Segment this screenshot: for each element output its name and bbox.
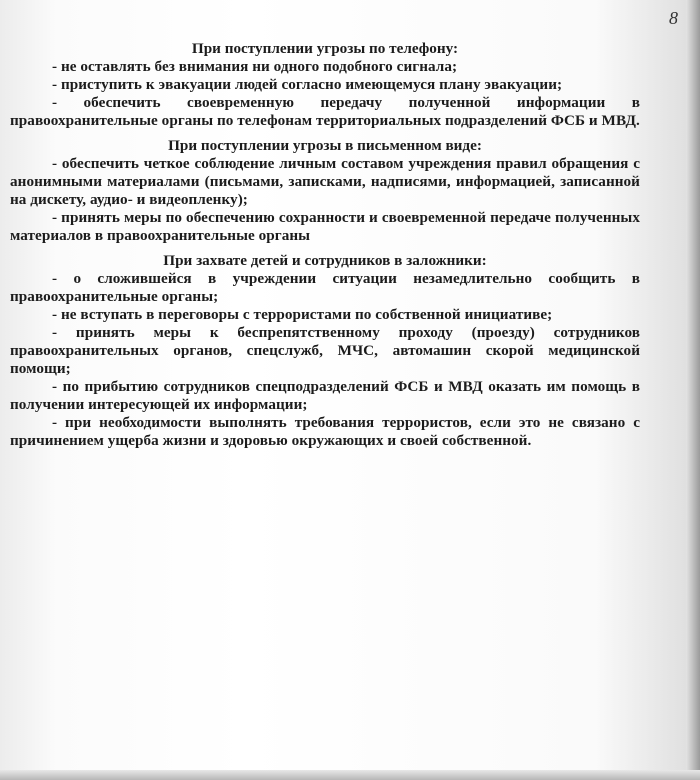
section-heading-phone-threat: При поступлении угрозы по телефону: [191, 40, 459, 57]
page-number: 8 [669, 8, 678, 28]
section-heading-written-threat: При поступлении угрозы в письменном виде: [168, 137, 482, 154]
phone-threat-item: - приступить к эвакуации людей согласно имеющемуся плану эвакуации; [52, 76, 563, 93]
hostage-item: - при необходимости выполнять требования террористов, если это не связано с причинением ущерба жизни и здоровью окружающих и своей собственной. [10, 414, 640, 449]
hostage-item: - не вступать в переговоры с террористами по собственной инициативе; [52, 306, 553, 323]
document-body [10, 40, 640, 450]
section-heading-hostages: При захвате детей и сотрудников в заложники: [163, 252, 487, 269]
written-threat-item: - обеспечить четкое соблюдение личным составом учреждения правил обращения с анонимными материалами (письмами, записками, надписями, информацией, записанной на дискету, аудио- и видеопленку); [10, 155, 640, 208]
phone-threat-item: - не оставлять без внимания ни одного подобного сигнала; [52, 58, 458, 75]
hostage-item: - по прибытию сотрудников спецподразделений ФСБ и МВД оказать им помощь в получении интересующей их информации; [10, 378, 640, 413]
hostage-item: - о сложившейся в учреждении ситуации незамедлительно сообщить в правоохранительные органы; [10, 270, 640, 305]
phone-threat-item: - обеспечить своевременную передачу полученной информации в правоохранительные органы по телефонам территориальных подразделений ФСБ и МВД. [10, 94, 640, 129]
written-threat-item: - принять меры по обеспечению сохранности и своевременной передаче полученных материалов в правоохранительные органы [10, 209, 640, 244]
page-bottom-shadow [0, 770, 700, 780]
hostage-item: - принять меры к беспрепятственному проходу (проезду) сотрудников правоохранительных органов, спецслужб, МЧС, автомашин скорой медицинской помощи; [10, 324, 640, 377]
page-edge-shadow [686, 0, 700, 780]
